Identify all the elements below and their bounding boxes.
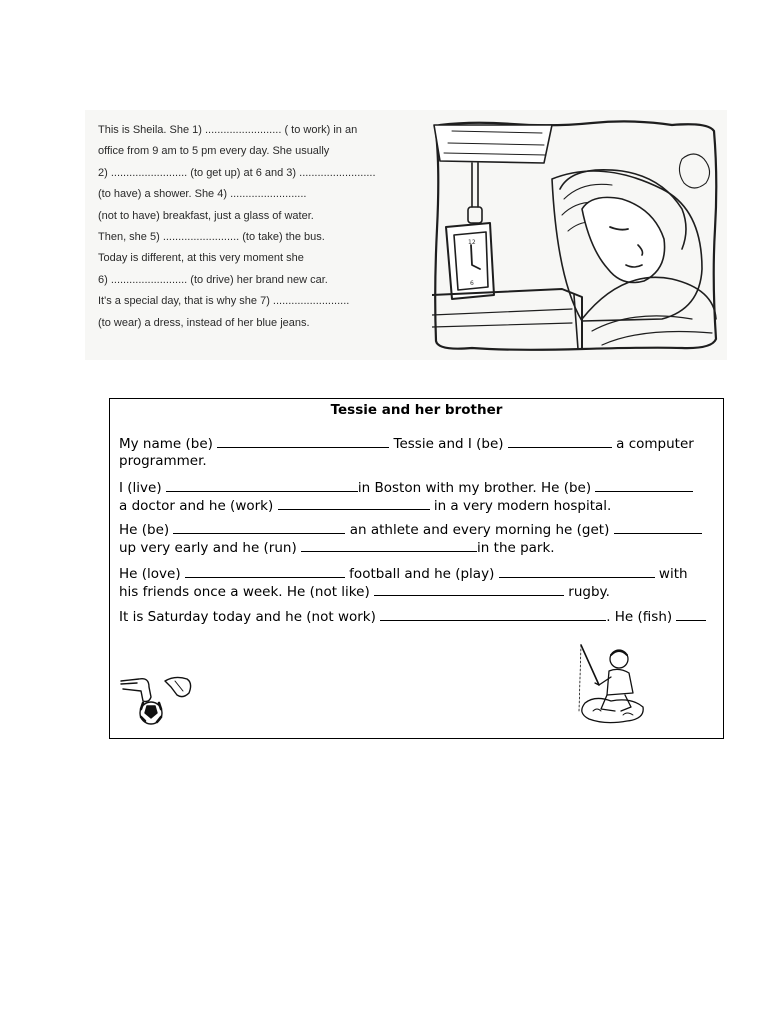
exercise-line: 6) ......................... (to drive) her brand new car. [98, 273, 328, 286]
answer-blank[interactable] [676, 608, 706, 621]
sentence-text: It is Saturday today and he (not work) [119, 609, 381, 625]
answer-blank[interactable] [614, 521, 702, 534]
woman-sleeping-alarm-clock-illustration [432, 119, 720, 353]
exercise-line: (not to have) breakfast, just a glass of water. [98, 209, 314, 222]
boy-fishing-icon [575, 641, 647, 725]
sentence-text: a doctor and he (work) [119, 498, 278, 514]
answer-blank[interactable] [499, 565, 655, 578]
sentence-text: in a very modern hospital. [429, 498, 612, 514]
answer-blank[interactable] [595, 479, 693, 492]
sentence-text: with [654, 566, 688, 582]
paragraph-1 [119, 435, 694, 470]
exercise-line: Today is different, at this very moment she [98, 252, 304, 265]
answer-blank[interactable] [301, 539, 477, 552]
answer-blank[interactable] [278, 497, 430, 510]
sentence-text: up very early and he (run) [119, 540, 302, 556]
answer-blank[interactable] [217, 435, 389, 448]
sentence-text: . He (fish) [606, 609, 677, 625]
tessie-exercise-box [109, 398, 724, 739]
sentence-text: He (be) [119, 522, 174, 538]
sentence-text: He (love) [119, 566, 185, 582]
sentence-text: I (live) [119, 480, 166, 496]
exercise-title: Tessie and her brother [330, 402, 503, 418]
svg-text:6: 6 [470, 280, 474, 287]
sentence-text: his friends once a week. He (not like) [119, 584, 375, 600]
answer-blank[interactable] [166, 479, 358, 492]
paragraph-2 [119, 479, 693, 515]
exercise-line: 2) ......................... (to get up) at 6 and 3) ......................... [98, 166, 376, 179]
sheila-exercise-text [98, 120, 428, 334]
sentence-text: an athlete and every morning he (get) [345, 522, 614, 538]
sentence-text: football and he (play) [344, 566, 499, 582]
answer-blank[interactable] [173, 521, 345, 534]
sentence-text: in Boston with my brother. He (be) [357, 480, 596, 496]
answer-blank[interactable] [380, 608, 606, 621]
answer-blank[interactable] [374, 583, 564, 596]
scanned-worksheet [85, 110, 727, 360]
paragraph-5 [119, 608, 706, 626]
sentence-text: a computer [611, 436, 694, 452]
football-kick-icon [119, 673, 193, 727]
exercise-line: office from 9 am to 5 pm every day. She usually [98, 145, 330, 158]
exercise-line: (to wear) a dress, instead of her blue jeans. [98, 316, 310, 329]
exercise-line: Then, she 5) ......................... (to take) the bus. [98, 230, 325, 243]
answer-blank[interactable] [185, 565, 345, 578]
exercise-line: This is Sheila. She 1) ......................... ( to work) in an [98, 124, 358, 136]
sentence-text: Tessie and I (be) [389, 436, 508, 452]
paragraph-3 [119, 521, 702, 557]
exercise-line: (to have) a shower. She 4) ......................... [98, 188, 307, 201]
sentence-text: My name (be) [119, 436, 218, 452]
sentence-text: in the park. [477, 540, 555, 556]
answer-blank[interactable] [508, 435, 612, 448]
svg-text:12: 12 [468, 239, 476, 246]
exercise-line: It's a special day, that is why she 7) ......................... [98, 295, 350, 308]
sentence-text: programmer. [119, 453, 207, 469]
paragraph-4 [119, 565, 688, 601]
sentence-text: rugby. [564, 584, 610, 600]
